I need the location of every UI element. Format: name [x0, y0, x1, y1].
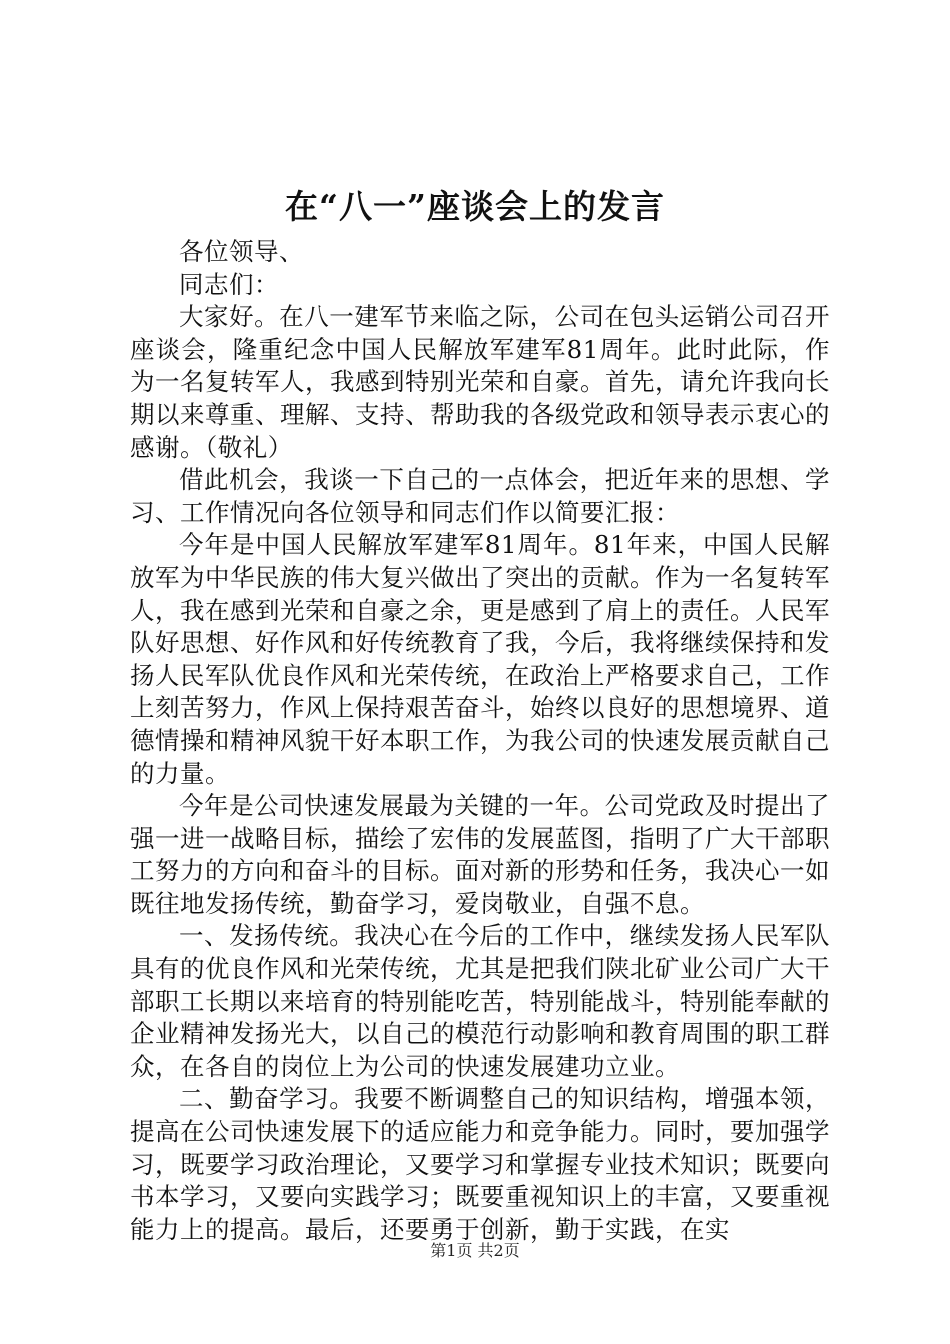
page-number-footer: 第1页 共2页 — [430, 1241, 520, 1260]
salutation-line: 各位领导、 — [179, 237, 304, 266]
document-title: 在“八一”座谈会上的发言 — [285, 187, 665, 226]
body-paragraph: 二、勤奋学习。我要不断调整自己的知识结构，增强本领，提高在公司快速发展下的适应能力和竞争能力。同时，要加强学习，既要学习政治理论，又要学习和掌握专业技术知识；既要向书本学习，又要向实践学习；既要重视知识上的丰富，又要重视能力上的提高。最后，还要勇于创新，勤于实践，在实 — [130, 1084, 830, 1244]
salutation-line: 同志们： — [179, 269, 279, 299]
body-paragraph: 一、发扬传统。我决心在今后的工作中，继续发扬人民军队具有的优良作风和光荣传统，尤其是把我们陕北矿业公司广大干部职工长期以来培育的特别能吃苦，特别能战斗，特别能奉献的企业精神发扬光大，以自己的模范行动影响和教育周围的职工群众，在各自的岗位上为公司的快速发展建功立业。 — [130, 921, 830, 1081]
body-paragraph: 今年是公司快速发展最为关键的一年。公司党政及时提出了强一进一战略目标，描绘了宏伟的发展蓝图，指明了广大干部职工努力的方向和奋斗的目标。面对新的形势和任务，我决心一如既往地发扬传统，勤奋学习，爱岗敬业，自强不息。 — [130, 791, 830, 918]
body-paragraph: 今年是中国人民解放军建军81周年。81年来，中国人民解放军为中华民族的伟大复兴做出了突出的贡献。作为一名复转军人，我在感到光荣和自豪之余，更是感到了肩上的责任。人民军队好思想、好作风和好传统教育了我，今后，我将继续保持和发扬人民军队优良作风和光荣传统，在政治上严格要求自己，工作上刻苦努力，作风上保持艰苦奋斗，始终以良好的思想境界、道德情操和精神风貌干好本职工作，为我公司的快速发展贡献自己的力量。 — [130, 530, 830, 788]
body-paragraph: 借此机会，我谈一下自己的一点体会，把近年来的思想、学习、工作情况向各位领导和同志们作以简要汇报： — [130, 465, 830, 527]
body-paragraph: 大家好。在八一建军节来临之际，公司在包头运销公司召开座谈会，隆重纪念中国人民解放军建军81周年。此时此际，作为一名复转军人，我感到特别光荣和自豪。首先，请允许我向长期以来尊重、理解、支持、帮助我的各级党政和领导表示衷心的感谢。（敬礼） — [130, 302, 830, 462]
document-body — [130, 236, 830, 1246]
